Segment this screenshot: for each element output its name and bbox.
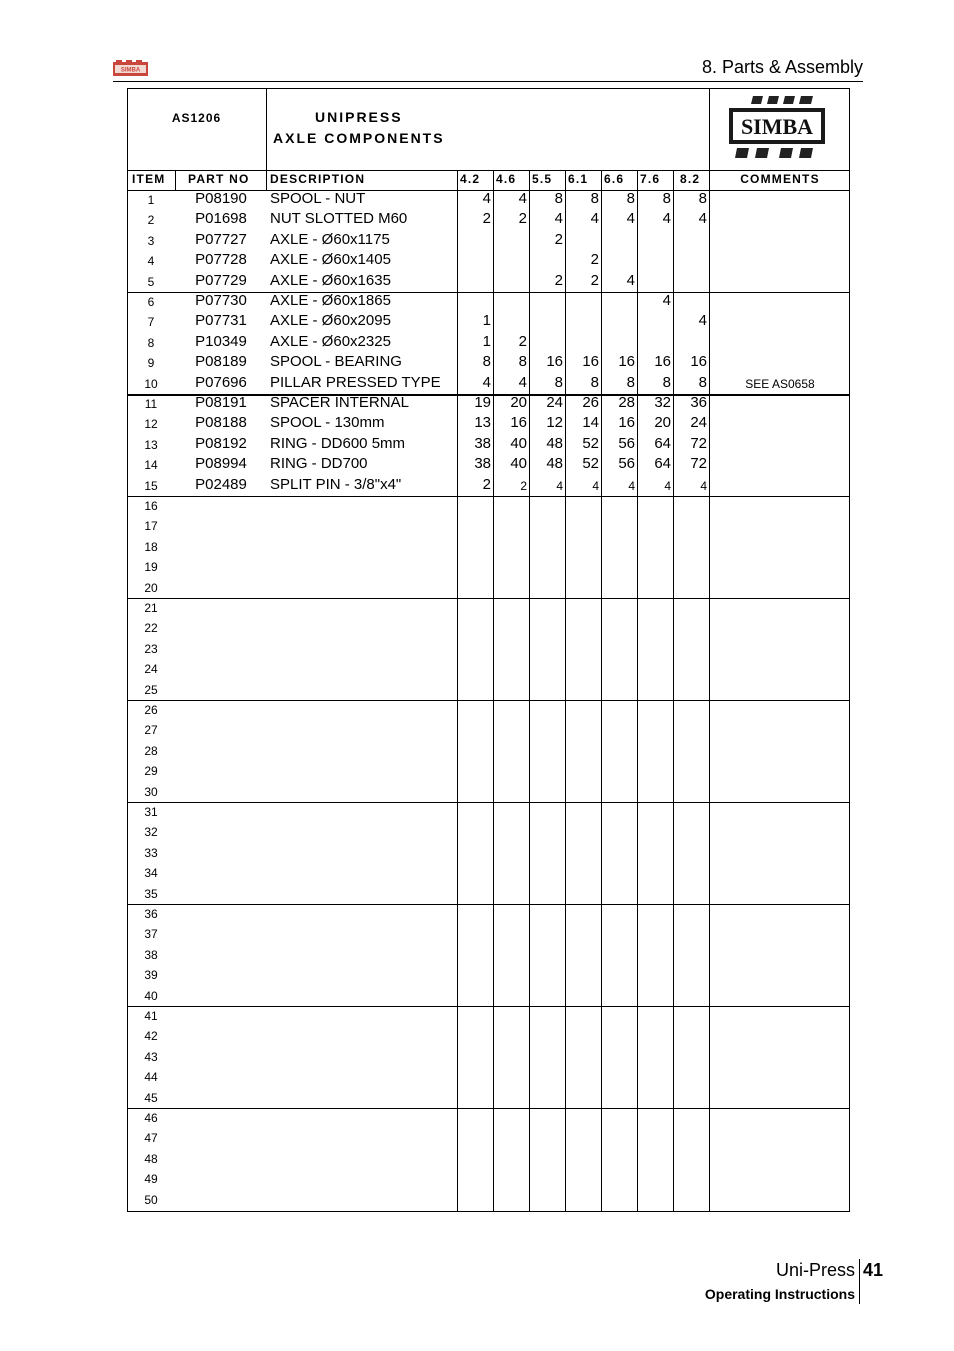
- table-row: [127, 1189, 850, 1209]
- item-number: 22: [144, 621, 158, 636]
- quantity-cell: 12: [546, 414, 563, 432]
- item-number: 41: [144, 1009, 158, 1023]
- quantity-cell: 2: [590, 251, 599, 269]
- part-description: SPLIT PIN - 3/8"x4": [270, 475, 402, 493]
- part-description: SPOOL - 130mm: [270, 414, 385, 432]
- item-number: 19: [144, 560, 158, 575]
- part-number: P07731: [195, 312, 247, 330]
- item-number: 35: [144, 886, 158, 901]
- table-row: [127, 1168, 850, 1188]
- table-row: [127, 189, 850, 209]
- part-number: P08191: [195, 394, 247, 411]
- simba-logo: [727, 96, 827, 158]
- quantity-cell: 32: [654, 394, 671, 411]
- column-rule: [175, 170, 176, 190]
- part-description: RING - DD600 5mm: [270, 434, 406, 452]
- table-row: [127, 495, 850, 515]
- item-number: 12: [144, 417, 158, 432]
- quantity-cell: 26: [582, 394, 599, 411]
- item-number: 50: [144, 1192, 158, 1207]
- quantity-cell: 8: [590, 190, 599, 207]
- table-row: [127, 1107, 850, 1127]
- quantity-cell: 2: [520, 478, 527, 493]
- quantity-cell: 36: [690, 394, 707, 411]
- part-number: P08188: [195, 414, 247, 432]
- quantity-cell: 4: [626, 210, 635, 228]
- quantity-cell: 8: [482, 353, 491, 371]
- table-row: [127, 1046, 850, 1066]
- quantity-cell: 38: [474, 434, 491, 452]
- quantity-cell: 40: [510, 434, 527, 452]
- part-number: P07727: [195, 230, 247, 248]
- table-row: [127, 699, 850, 719]
- part-description: AXLE - Ø60x2325: [270, 332, 391, 350]
- item-number: 10: [144, 376, 158, 391]
- item-number: 1: [147, 193, 155, 207]
- sheet-title-line1: UNIPRESS: [315, 109, 403, 125]
- table-row: [127, 250, 850, 270]
- header-rule: [113, 81, 863, 82]
- quantity-cell: 2: [482, 210, 491, 228]
- item-number: 36: [144, 907, 158, 921]
- item-number: 18: [144, 539, 158, 554]
- quantity-cell: 14: [582, 414, 599, 432]
- quantity-cell: 4: [590, 210, 599, 228]
- item-number: 17: [144, 519, 158, 534]
- quantity-cell: 4: [626, 271, 635, 289]
- quantity-cell: 4: [698, 312, 707, 330]
- table-row: [127, 1005, 850, 1025]
- col-header-model-6: 7.6: [640, 172, 661, 186]
- part-number: P01698: [195, 210, 247, 228]
- page-number: 41: [863, 1260, 884, 1280]
- quantity-cell: 16: [618, 414, 635, 432]
- col-header-model-1: 4.2: [460, 172, 481, 186]
- part-number: P07728: [195, 251, 247, 269]
- col-header-item: ITEM: [132, 172, 166, 186]
- table-row: [127, 271, 850, 291]
- svg-text:SIMBA: SIMBA: [120, 67, 141, 74]
- part-description: AXLE - Ø60x2095: [270, 312, 391, 330]
- item-number: 23: [144, 641, 158, 656]
- item-number: 48: [144, 1151, 158, 1166]
- quantity-cell: 4: [482, 373, 491, 391]
- table-rule: [127, 170, 850, 171]
- table-row: [127, 821, 850, 841]
- quantity-cell: 8: [626, 373, 635, 391]
- quantity-cell: 20: [510, 394, 527, 411]
- quantity-cell: 40: [510, 455, 527, 473]
- quantity-cell: 4: [518, 190, 527, 207]
- table-row: [127, 230, 850, 250]
- item-number: 46: [144, 1111, 158, 1125]
- quantity-cell: 1: [482, 332, 491, 350]
- column-rule: [709, 88, 710, 170]
- quantity-cell: 8: [518, 353, 527, 371]
- quantity-cell: 52: [582, 434, 599, 452]
- quantity-cell: 2: [554, 271, 563, 289]
- comment-cell: SEE AS0658: [745, 376, 815, 391]
- col-header-model-4: 6.1: [568, 172, 589, 186]
- quantity-cell: 4: [628, 478, 635, 493]
- part-number: P08190: [195, 190, 247, 207]
- item-number: 38: [144, 947, 158, 962]
- table-row: [127, 638, 850, 658]
- quantity-cell: 8: [698, 190, 707, 207]
- table-row: [127, 740, 850, 760]
- quantity-cell: 24: [690, 414, 707, 432]
- item-number: 44: [144, 1070, 158, 1085]
- table-row: [127, 577, 850, 597]
- item-number: 25: [144, 682, 158, 697]
- quantity-cell: 1: [482, 312, 491, 330]
- part-description: AXLE - Ø60x1175: [270, 230, 390, 248]
- quantity-cell: 2: [518, 332, 527, 350]
- footer-brand: Uni-Press: [775, 1260, 855, 1280]
- quantity-cell: 2: [590, 271, 599, 289]
- table-row: [127, 781, 850, 801]
- col-header-model-5: 6.6: [604, 172, 625, 186]
- table-row: [127, 1127, 850, 1147]
- column-rule: [266, 88, 267, 170]
- table-row: [127, 719, 850, 739]
- table-row: [127, 373, 850, 393]
- table-row: [127, 515, 850, 535]
- item-number: 3: [147, 233, 155, 248]
- part-description: AXLE - Ø60x1865: [270, 292, 391, 309]
- part-number: P10349: [195, 332, 247, 350]
- quantity-cell: 16: [546, 353, 563, 371]
- quantity-cell: 24: [546, 394, 563, 411]
- quantity-cell: 4: [518, 373, 527, 391]
- item-number: 13: [144, 437, 158, 452]
- quantity-cell: 2: [518, 210, 527, 228]
- svg-text:SIMBA: SIMBA: [740, 114, 814, 139]
- table-row: [127, 393, 850, 413]
- quantity-cell: 38: [474, 455, 491, 473]
- item-number: 30: [144, 784, 158, 799]
- table-row: [127, 597, 850, 617]
- item-number: 33: [144, 845, 158, 860]
- item-number: 37: [144, 927, 158, 942]
- part-description: NUT SLOTTED M60: [270, 210, 408, 228]
- parts-sheet: [127, 88, 850, 1212]
- quantity-cell: 8: [554, 190, 563, 207]
- doc-number: AS1206: [171, 111, 222, 125]
- col-header-model-2: 4.6: [496, 172, 517, 186]
- table-row: [127, 801, 850, 821]
- quantity-cell: 4: [700, 478, 707, 493]
- footer-divider: [859, 1259, 860, 1304]
- item-number: 47: [144, 1131, 158, 1146]
- table-row: [127, 658, 850, 678]
- quantity-cell: 4: [698, 210, 707, 228]
- table-row: [127, 311, 850, 331]
- item-number: 4: [147, 254, 155, 269]
- quantity-cell: 48: [546, 455, 563, 473]
- quantity-cell: 2: [482, 475, 491, 493]
- item-number: 21: [144, 601, 158, 615]
- table-row: [127, 413, 850, 433]
- col-header-part-no: PART NO: [188, 172, 250, 186]
- quantity-cell: 8: [590, 373, 599, 391]
- item-number: 7: [147, 315, 155, 330]
- quantity-cell: 4: [592, 478, 599, 493]
- part-description: SPOOL - BEARING: [270, 353, 402, 371]
- table-row: [127, 434, 850, 454]
- quantity-cell: 13: [474, 414, 491, 432]
- part-number: P08192: [195, 434, 247, 452]
- item-number: 32: [144, 825, 158, 840]
- quantity-cell: 16: [582, 353, 599, 371]
- quantity-cell: 8: [662, 373, 671, 391]
- table-row: [127, 944, 850, 964]
- table-row: [127, 352, 850, 372]
- item-number: 8: [147, 335, 155, 350]
- item-number: 24: [144, 662, 158, 677]
- quantity-cell: 16: [654, 353, 671, 371]
- item-number: 6: [147, 295, 155, 309]
- table-row: [127, 903, 850, 923]
- quantity-cell: 4: [556, 478, 563, 493]
- part-number: P08994: [195, 455, 247, 473]
- part-number: P07730: [195, 292, 247, 309]
- col-header-model-7: 8.2: [680, 172, 701, 186]
- quantity-cell: 16: [510, 414, 527, 432]
- quantity-cell: 4: [662, 292, 671, 309]
- col-header-comments: COMMENTS: [740, 172, 820, 186]
- part-description: AXLE - Ø60x1635: [270, 271, 391, 289]
- quantity-cell: 64: [654, 434, 671, 452]
- quantity-cell: 28: [618, 394, 635, 411]
- item-number: 16: [144, 499, 158, 513]
- item-number: 43: [144, 1049, 158, 1064]
- table-row: [127, 332, 850, 352]
- column-rule: [266, 170, 267, 190]
- item-number: 31: [144, 805, 158, 819]
- quantity-cell: 4: [482, 190, 491, 207]
- quantity-cell: 8: [626, 190, 635, 207]
- quantity-cell: 72: [690, 455, 707, 473]
- part-number: P07729: [195, 271, 247, 289]
- section-title: 8. Parts & Assembly: [701, 57, 863, 77]
- part-description: AXLE - Ø60x1405: [270, 251, 391, 269]
- part-number: P08189: [195, 353, 247, 371]
- part-description: PILLAR PRESSED TYPE: [270, 373, 441, 391]
- table-row: [127, 1066, 850, 1086]
- quantity-cell: 56: [618, 434, 635, 452]
- table-row: [127, 475, 850, 495]
- item-number: 14: [144, 458, 158, 473]
- item-number: 11: [144, 397, 158, 411]
- simba-logo-small: [113, 60, 148, 78]
- part-description: RING - DD700: [270, 455, 368, 473]
- table-row: [127, 842, 850, 862]
- part-description: SPOOL - NUT: [270, 190, 366, 207]
- footer-subtitle: Operating Instructions: [704, 1286, 855, 1302]
- part-number: P07696: [195, 373, 247, 391]
- table-row: [127, 454, 850, 474]
- item-number: 15: [144, 478, 158, 493]
- col-header-model-3: 5.5: [532, 172, 553, 186]
- table-row: [127, 760, 850, 780]
- quantity-cell: 52: [582, 455, 599, 473]
- table-row: [127, 1025, 850, 1045]
- quantity-cell: 72: [690, 434, 707, 452]
- table-row: [127, 536, 850, 556]
- quantity-cell: 8: [698, 373, 707, 391]
- item-number: 40: [144, 988, 158, 1003]
- item-number: 28: [144, 743, 158, 758]
- quantity-cell: 16: [618, 353, 635, 371]
- table-row: [127, 862, 850, 882]
- part-number: P02489: [195, 475, 247, 493]
- table-row: [127, 923, 850, 943]
- item-number: 34: [144, 866, 158, 881]
- table-row: [127, 679, 850, 699]
- quantity-cell: 19: [474, 394, 491, 411]
- quantity-cell: 56: [618, 455, 635, 473]
- quantity-cell: 16: [690, 353, 707, 371]
- quantity-cell: 2: [554, 230, 563, 248]
- item-number: 39: [144, 968, 158, 983]
- quantity-cell: 4: [664, 478, 671, 493]
- quantity-cell: 48: [546, 434, 563, 452]
- quantity-cell: 8: [662, 190, 671, 207]
- table-row: [127, 209, 850, 229]
- table-row: [127, 617, 850, 637]
- item-number: 9: [147, 356, 155, 371]
- table-row: [127, 964, 850, 984]
- quantity-cell: 4: [554, 210, 563, 228]
- item-number: 49: [144, 1172, 158, 1187]
- item-number: 2: [147, 213, 155, 228]
- table-row: [127, 556, 850, 576]
- item-number: 26: [144, 703, 158, 717]
- item-number: 29: [144, 764, 158, 779]
- part-description: SPACER INTERNAL: [270, 394, 409, 411]
- item-number: 42: [144, 1029, 158, 1044]
- table-row: [127, 883, 850, 903]
- table-row: [127, 985, 850, 1005]
- item-number: 45: [144, 1090, 158, 1105]
- table-row: [127, 1087, 850, 1107]
- quantity-cell: 4: [662, 210, 671, 228]
- item-number: 27: [144, 723, 158, 738]
- quantity-cell: 64: [654, 455, 671, 473]
- col-header-description: DESCRIPTION: [270, 172, 366, 186]
- quantity-cell: 20: [654, 414, 671, 432]
- table-row: [127, 1148, 850, 1168]
- item-number: 20: [144, 580, 158, 595]
- sheet-title-line2: AXLE COMPONENTS: [273, 130, 445, 146]
- table-row: [127, 291, 850, 311]
- quantity-cell: 8: [554, 373, 563, 391]
- item-number: 5: [147, 274, 155, 289]
